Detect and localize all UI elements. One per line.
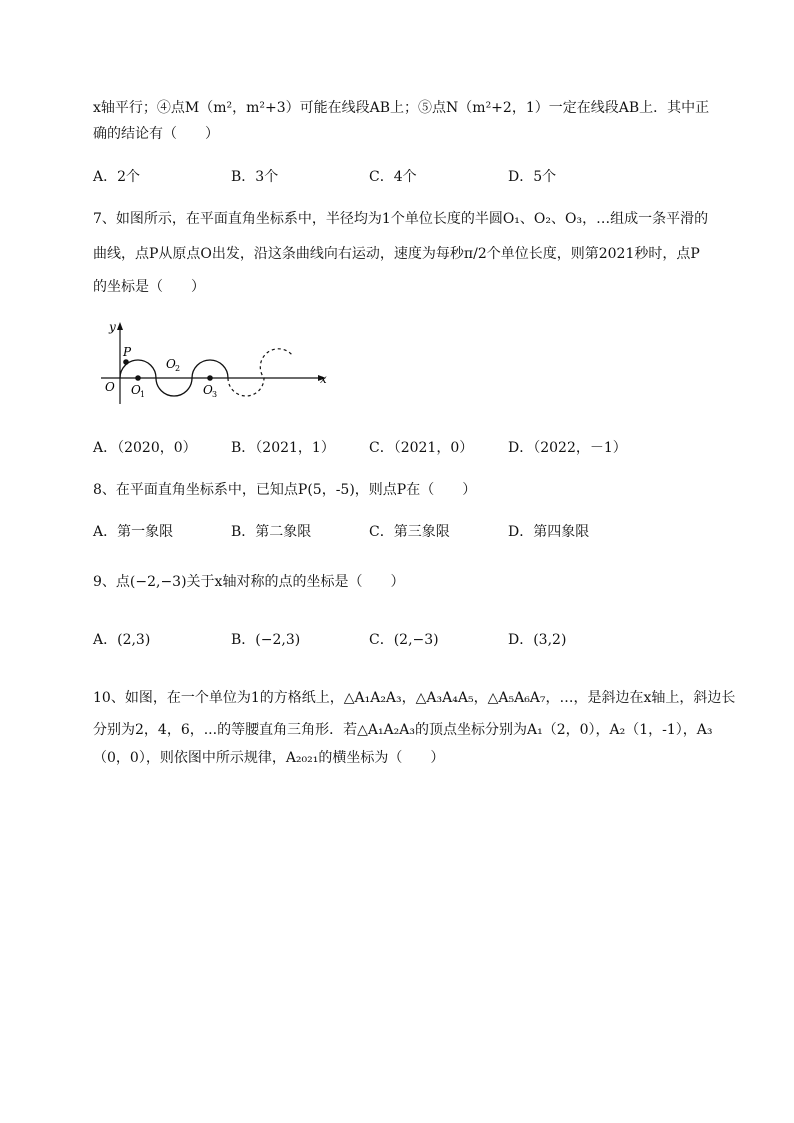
dashed-continuation: [228, 349, 293, 396]
q6-option-c: C．4个: [369, 169, 417, 185]
q7-text-line-3: 的坐标是（ ）: [93, 279, 205, 295]
point-o1-label: O: [131, 383, 141, 397]
q10-text-line-3: （0，0），则依图中所示规律，A₂₀₂₁的横坐标为（ ）: [93, 750, 445, 766]
y-axis-arrow: [117, 322, 123, 330]
q8-option-c: C．第三象限: [369, 524, 450, 540]
origin-label: O: [105, 380, 115, 394]
q6-option-a: A．2个: [93, 169, 141, 185]
point-o3-label: O: [203, 383, 213, 397]
point-p-dot: [123, 359, 129, 365]
q9-option-d: D．(3,2): [508, 632, 567, 648]
q6-option-b: B．3个: [231, 169, 279, 185]
q10-text-line-2: 分别为2，4，6，...的等腰直角三角形．若△A₁A₂A₃的顶点坐标分别为A₁（2，0），A₂（1，-1），A₃: [93, 722, 713, 738]
q7-option-c: C．（2021，0）: [369, 440, 474, 456]
q6-text-line-2: 确的结论有（ ）: [93, 126, 219, 142]
q6-text-line-1: x轴平行；④点M（m²，m²+3）可能在线段AB上；⑤点N（m²+2，1）一定在线段AB上．其中正: [93, 100, 710, 116]
point-o3-subscript: 3: [212, 390, 218, 399]
point-o2-label: O: [166, 357, 176, 371]
point-o1-subscript: 1: [140, 390, 146, 399]
q9-text-line-1: 9、点(−2,−3)关于x轴对称的点的坐标是（ ）: [93, 574, 405, 590]
q8-option-a: A．第一象限: [93, 524, 174, 540]
q7-text-line-2: 曲线，点P从原点O出发，沿这条曲线向右运动，速度为每秒π/2个单位长度，则第2021秒时，点P: [93, 246, 700, 262]
point-o1-dot: [135, 375, 141, 381]
q9-option-a: A．(2,3): [93, 632, 151, 648]
q9-option-b: B．(−2,3): [231, 632, 301, 648]
q9-option-c: C．(2,−3): [369, 632, 439, 648]
q7-option-a: A．（2020，0）: [93, 440, 197, 456]
q8-option-d: D．第四象限: [508, 524, 590, 540]
q6-option-d: D．5个: [508, 169, 557, 185]
point-o3-dot: [207, 375, 213, 381]
point-o2-subscript: 2: [175, 364, 181, 373]
q7-figure: [93, 316, 333, 410]
q8-text-line-1: 8、在平面直角坐标系中，已知点P(5，-5)，则点P在（ ）: [93, 482, 477, 498]
y-axis-label: y: [109, 320, 116, 334]
q7-option-b: B．（2021，1）: [231, 440, 335, 456]
q7-text-line-1: 7、如图所示，在平面直角坐标系中，半径均为1个单位长度的半圆O₁、O₂、O₃，…组成一条平滑的: [93, 211, 709, 227]
q10-text-line-1: 10、如图，在一个单位为1的方格纸上，△A₁A₂A₃，△A₃A₄A₅，△A₅A₆A₇，…，是斜边在x轴上，斜边长: [93, 690, 736, 706]
q8-option-b: B．第二象限: [231, 524, 312, 540]
q7-option-d: D．（2022，－1）: [508, 440, 627, 456]
point-p-label: P: [123, 345, 132, 359]
q7-curve-diagram: [93, 316, 333, 406]
x-axis-label: x: [320, 372, 327, 386]
